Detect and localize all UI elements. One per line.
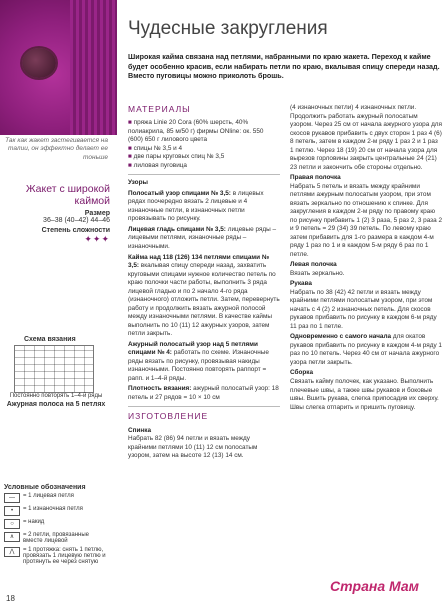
- divider: [128, 406, 280, 407]
- legend-title: Условные обозначения: [4, 484, 86, 491]
- paragraph: Плотность вязания: ажурный полосатый узор: 18 петель и 27 рядов = 10 × 10 см: [128, 385, 279, 401]
- chart-note: Постоянно повторять 1–4-й ряды: [9, 393, 103, 399]
- product-photo: [0, 0, 117, 135]
- purl-symbol-icon: •: [4, 506, 20, 516]
- paragraph: Правая полочка Набрать 5 петель и вязать между крайними петлями ажурным полосатым узором, при этом вязать зеркально по отношению к спинке. Для закругления в каждом 2-м ряду по правому краю по рисунку прибавить 1 (2) 3 раза, 5 раз 2, 3 раза 2 и 9 петель = 29 (34) 39 петель. По левому краю затем прибавить для 1-го размера в каждом 4-м ряду 1 раз по 1 и в каждом 5-м ряду 6 раз по 1 петле.: [290, 174, 442, 258]
- paragraph: Кайма над 118 (126) 134 петлями спицами № 3,5: вкалывая спицу спереди назад, захватить круговыми спицами нужное количество петель по краю полочки части работы, выполнить 3 ряда лицевой гладью и по 2 начало 4-го ряда (изнаночного) отложить петли. Затем, перевернуть работу и продолжить вязать ажурной полосой между изнаночными петлями. В качестве каймы выполнить по 10 (11) 12 ажурных узоров, затем петли закрыть.: [128, 253, 280, 338]
- slip-symbol-icon: ⋀: [4, 547, 20, 557]
- size-label: Размер: [84, 210, 110, 218]
- difficulty-label: Степень сложности: [41, 227, 110, 235]
- paragraph: Сборка Связать кайму полочек, как указано. Выполнить плечевые швы, а также швы рукавов и боковые швы. Вшить рукава, слегка припосадив их сверху. Швы слегка отпарить и пришить пуговицу.: [290, 369, 439, 411]
- paragraph: Лицевая гладь спицами № 3,5: лицевые ряды – лицевыми петлями, изнаночные ряды – изнаночными.: [128, 225, 277, 250]
- list-item: ■ две пары круговых спиц № 3,5: [128, 153, 280, 162]
- paragraph: Узоры: [128, 179, 148, 187]
- paragraph: (4 изнаночных петли) 4 изнаночных петли. Продолжить работать ажурный полосатым узором. Через 25 см от начала ажурного узора для скосов рукавов прибавить с двух сторон 1 раз 4 (6) 8 петель, затем в каждом 2-м ряду 1 раз 2 и 1 раз 1 петлю. Через 18 (19) 20 см от начала узора для вырезов горловины закрыть центральные 24 (21) 23 петли и закончить обе стороны отдельно.: [290, 104, 442, 171]
- ribbing-detail: [70, 0, 117, 135]
- list-item: ■ спицы № 3,5 и 4: [128, 145, 280, 154]
- intro-paragraph: Широкая кайма связана над петлями, набранными по краю жакета. Переход к кайме будет особенно красив, если набирать петли по краю, вкалывая спицу спереди назад. Вместо пуговицы можно приколоть брошь.: [128, 52, 440, 81]
- materials-list: [128, 119, 280, 170]
- page-title: Чудесные закругления: [128, 18, 328, 39]
- product-info: [0, 183, 110, 245]
- difficulty-diamonds-icon: ✦✦✦: [84, 234, 110, 245]
- list-item: ■ лиловая пуговица: [128, 162, 280, 171]
- paragraph: Спинка Набрать 82 (86) 94 петли и вязать между крайними петлями 10 (11) 12 см полосатым узором, затем на высоте 12 (13) 14 см.: [128, 426, 258, 460]
- materials-heading: МАТЕРИАЛЫ: [128, 104, 191, 114]
- chart-title: Схема вязания: [24, 336, 76, 343]
- legend-item: ○ = накид: [4, 519, 109, 529]
- legend-item: ∧ = 2 петли, провязанные вместе лицевой: [4, 532, 109, 544]
- legend-item: • = 1 изнаночная петля: [4, 506, 109, 516]
- paragraph: Полосатый узор спицами № 3,5: в лицевых рядах поочередно вязать 2 лицевые и 4 изнаночные петли, в изнаночных петли провязывать по рисунку.: [128, 189, 264, 223]
- watermark: Страна Мам: [330, 578, 420, 594]
- legend-item: — = 1 лицевая петля: [4, 493, 109, 503]
- paragraph: Ажурный полосатый узор над 5 петлями спицами № 4: работать по схеме. Изнаночные ряды вязать по рисунку, провязывая накиды изнаночными. Постоянно повторять раппорт = рапп. и 1–4-й ряды.: [128, 340, 269, 382]
- divider: [128, 174, 280, 175]
- text-column-left: [128, 104, 280, 596]
- knit-symbol-icon: —: [4, 493, 20, 503]
- yarn-over-symbol-icon: ○: [4, 519, 20, 529]
- paragraph: Рукава Набрать по 38 (42) 42 петли и вязать между крайними петлями полосатым узором, при этом начать с 4 (2) 2 изнаночных петель. Для скосов рукавов прибавить по рисунку в каждом 6-м ряду 11 раз по 1 петле.: [290, 280, 437, 330]
- sizes: 36–38 (40–42) 44–46: [43, 217, 110, 225]
- button-closeup: [22, 48, 56, 78]
- chart-grid: [14, 345, 94, 393]
- photo-caption: Так как жакет застегивается на талии, он эффектно делает ее тоньше: [5, 137, 108, 161]
- making-heading: ИЗГОТОВЛЕНИЕ: [128, 411, 209, 422]
- paragraph: Одновременно с самого начала для окатов рукавов прибавить по рисунку в каждом 4-м ряду 1 раз по 10 петель. Через 40 см от начала ажурного узора петли закрыть.: [290, 333, 442, 366]
- paragraph: Левая полочка Вязать зеркально.: [290, 261, 345, 277]
- legend-item: ⋀ = 1 протяжка: снять 1 петлю, провязать 1 лицевую петлю и протянуть ее через снятую: [4, 547, 109, 565]
- text-column-right: [290, 104, 442, 596]
- knitting-chart: [2, 336, 110, 408]
- symbol-legend: [4, 484, 109, 568]
- list-item: ■ пряжа Linie 20 Cora (60% шерсть, 40% полиакрила, 85 м/50 г) фирмы ONline: ок. 550 (600) 650 г лилового цвета: [128, 119, 280, 145]
- pattern-name: Ажурная полоса на 5 петлях: [6, 401, 106, 408]
- product-title: Жакет с широкой каймой: [25, 183, 110, 208]
- k2tog-symbol-icon: ∧: [4, 532, 20, 542]
- page-number: 18: [6, 594, 15, 603]
